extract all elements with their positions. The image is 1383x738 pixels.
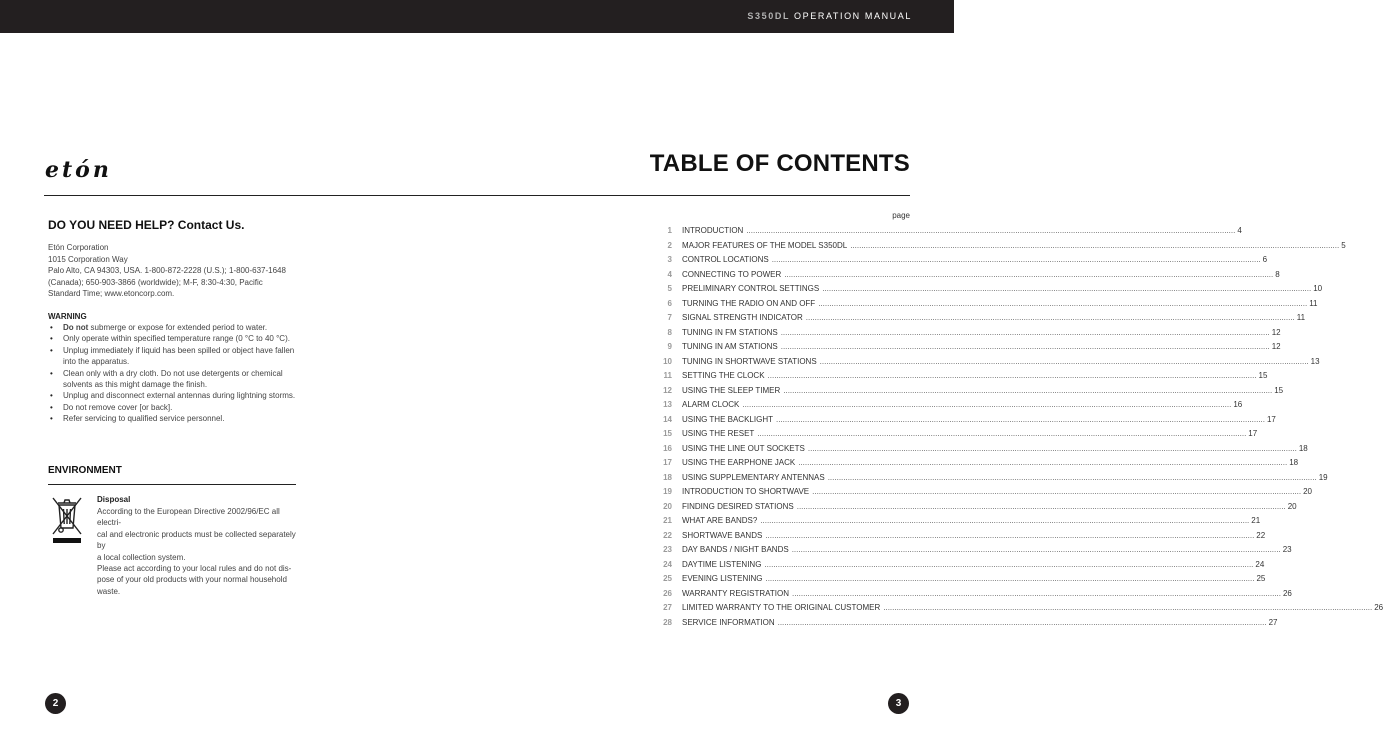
toc-entry-page: 22 — [1256, 530, 1266, 540]
toc-entry-line — [682, 515, 1261, 526]
toc-entry[interactable] — [650, 327, 1281, 342]
toc-entry-number: 3 — [667, 255, 672, 264]
toc-entry-number: 12 — [663, 385, 672, 395]
toc-entry-page: 24 — [1255, 559, 1265, 569]
toc-entry[interactable] — [650, 602, 1383, 617]
toc-entry-label: DAY BANDS / NIGHT BANDS — [682, 545, 789, 554]
toc-entry-number: 25 — [663, 574, 672, 583]
toc-entry-page: 5 — [1341, 240, 1346, 250]
toc-entry-page: 21 — [1251, 516, 1261, 525]
toc-entry-label: USING SUPPLEMENTARY ANTENNAS — [682, 472, 825, 482]
toc-entry-number: 7 — [667, 313, 672, 322]
toc-entry-line — [682, 457, 1299, 468]
toc-entry-line — [682, 486, 1313, 497]
toc-entry[interactable] — [650, 414, 1276, 429]
toc-entry-label: TURNING THE RADIO ON AND OFF — [682, 298, 816, 308]
toc-entry[interactable] — [650, 283, 1323, 298]
toc-entry[interactable] — [650, 617, 1278, 632]
toc-entry[interactable] — [650, 254, 1268, 269]
toc-entry-page: 12 — [1271, 327, 1281, 337]
toc-entry[interactable] — [650, 341, 1281, 356]
eton-logo — [44, 158, 162, 182]
toc-leader-dots: ............................................................................................................................................................................................................................ — [765, 530, 1255, 540]
toc-entry-label: DAYTIME LISTENING — [682, 559, 762, 569]
toc-entry-page: 18 — [1289, 458, 1299, 467]
toc-entry-number: 8 — [667, 327, 672, 337]
toc-entry-line — [682, 573, 1266, 584]
toc-entry-page: 15 — [1274, 385, 1284, 395]
toc-leader-dots: ............................................................................................................................................................................................................................ — [796, 501, 1286, 511]
toc-entry-line — [682, 356, 1320, 367]
disposal-heading: Disposal — [97, 495, 131, 504]
toc-entry-page: 12 — [1271, 342, 1281, 351]
toc-entry[interactable] — [650, 370, 1268, 385]
toc-entry-label: MAJOR FEATURES OF THE MODEL S350DL — [682, 240, 848, 250]
toc-entry[interactable] — [650, 225, 1242, 240]
toc-entry-label: SERVICE INFORMATION — [682, 617, 775, 627]
toc-entry[interactable] — [650, 356, 1320, 371]
toc-entry[interactable] — [650, 312, 1306, 327]
warning-item: • Do not remove cover [or back]. — [48, 402, 300, 413]
toc-entry-number: 23 — [663, 545, 672, 554]
toc-entry-page: 27 — [1268, 617, 1278, 627]
toc-entry-number: 24 — [663, 559, 672, 569]
toc-leader-dots: ............................................................................................................................................................................................................................ — [764, 559, 1254, 569]
toc-entry-label: USING THE SLEEP TIMER — [682, 385, 781, 395]
toc-leader-dots: ............................................................................................................................................................................................................................ — [780, 327, 1270, 337]
toc-entry-line — [682, 385, 1284, 396]
toc-entry-label: TUNING IN AM STATIONS — [682, 342, 778, 351]
toc-entry-page: 20 — [1303, 487, 1313, 496]
toc-entry-label: LIMITED WARRANTY TO THE ORIGINAL CUSTOMER — [682, 603, 881, 612]
toc-entry-line — [682, 370, 1268, 381]
toc-entry-page: 17 — [1266, 414, 1276, 424]
disposal-line: Please act according to your local rules and do not dis- — [97, 564, 292, 574]
title-rule — [44, 195, 910, 196]
toc-entry-line — [682, 472, 1328, 483]
warning-heading: WARNING — [48, 312, 87, 321]
contact-address — [48, 242, 298, 300]
toc-entry-label: USING THE BACKLIGHT — [682, 414, 773, 424]
toc-entry-page: 19 — [1318, 472, 1328, 482]
address-line: Etón Corporation — [48, 243, 109, 252]
toc-entry-number: 27 — [663, 603, 672, 612]
toc-entry-label: TUNING IN SHORTWAVE STATIONS — [682, 356, 817, 366]
toc-entry-line — [682, 225, 1242, 236]
warning-item: • Unplug immediately if liquid has been spilled or object have fallen into the apparatus. — [48, 345, 300, 368]
toc-leader-dots: ............................................................................................................................................................................................................................ — [819, 356, 1309, 366]
toc-entry-line — [682, 254, 1268, 265]
toc-entry-number: 5 — [667, 284, 672, 293]
toc-entry-page: 15 — [1258, 371, 1268, 380]
toc-entry[interactable] — [650, 486, 1313, 501]
toc-entry-label: SHORTWAVE BANDS — [682, 530, 763, 540]
toc-leader-dots: ............................................................................................................................................................................................................................ — [784, 269, 1274, 279]
toc-entry-label: INTRODUCTION TO SHORTWAVE — [682, 487, 810, 496]
disposal-line: cal and electronic products must be collected separately by — [97, 529, 296, 551]
toc-leader-dots: ............................................................................................................................................................................................................................ — [791, 545, 1281, 554]
toc-page-label: page — [892, 211, 910, 220]
toc-entry-label: INTRODUCTION — [682, 226, 744, 235]
disposal-line: According to the European Directive 2002/96/EC all electri- — [97, 507, 280, 528]
crossed-out-wheelie-bin-icon — [50, 494, 84, 544]
toc-entry-number: 28 — [663, 617, 672, 627]
toc-entry-page: 10 — [1313, 284, 1323, 293]
warning-emphasis: Do not — [63, 323, 89, 332]
toc-leader-dots: ............................................................................................................................................................................................................................ — [757, 429, 1247, 438]
toc-entry-page: 6 — [1262, 255, 1268, 264]
toc-entry-page: 26 — [1282, 588, 1292, 598]
toc-leader-dots: ............................................................................................................................................................................................................................ — [827, 472, 1317, 482]
toc-entry-label: FINDING DESIRED STATIONS — [682, 501, 794, 511]
address-line: (Canada); 650-903-3866 (worldwide); M-F, 8:30-4:30, Pacific — [48, 277, 263, 287]
toc-entry[interactable] — [650, 559, 1265, 574]
toc-leader-dots: ............................................................................................................................................................................................................................ — [765, 574, 1255, 583]
toc-entry-label: ALARM CLOCK — [682, 400, 740, 409]
manual-title: OPERATION MANUAL — [794, 11, 912, 21]
toc-entry-label: PRELIMINARY CONTROL SETTINGS — [682, 284, 820, 293]
toc-entry-page: 26 — [1374, 603, 1383, 612]
warning-item — [48, 322, 300, 333]
disposal-line: a local collection system. — [97, 552, 186, 562]
toc-entry-label: WHAT ARE BANDS? — [682, 516, 758, 525]
toc-entry[interactable] — [650, 428, 1258, 443]
toc-entry-label: USING THE EARPHONE JACK — [682, 458, 796, 467]
warning-item: • Clean only with a dry cloth. Do not use detergents or chemical solvents as this might damage the finish. — [48, 368, 300, 391]
toc-entry-number: 17 — [663, 458, 672, 467]
help-heading: DO YOU NEED HELP? Contact Us. — [48, 218, 245, 232]
toc-list — [650, 225, 1383, 631]
toc-entry-line — [682, 428, 1258, 439]
toc-entry-number: 21 — [663, 516, 672, 525]
toc-entry-page: 11 — [1309, 298, 1318, 308]
disposal-line: waste. — [97, 586, 121, 596]
toc-entry-number: 6 — [667, 298, 672, 308]
toc-leader-dots: ............................................................................................................................................................................................................................ — [742, 400, 1232, 409]
toc-entry-page: 18 — [1298, 443, 1308, 453]
toc-leader-dots: ............................................................................................................................................................................................................................ — [760, 516, 1250, 525]
toc-entry-number: 9 — [667, 342, 672, 351]
page-number-right: 3 — [888, 693, 909, 714]
toc-leader-dots: ............................................................................................................................................................................................................................ — [783, 385, 1273, 395]
toc-entry-number: 1 — [667, 226, 672, 235]
disposal-text — [97, 506, 297, 597]
toc-entry-page: 16 — [1233, 400, 1243, 409]
toc-entry-number: 20 — [663, 501, 672, 511]
toc-entry[interactable] — [650, 544, 1292, 559]
toc-entry-line — [682, 602, 1383, 613]
toc-entry-number: 19 — [663, 487, 672, 496]
toc-leader-dots: ............................................................................................................................................................................................................................ — [746, 226, 1236, 235]
toc-leader-dots: ............................................................................................................................................................................................................................ — [850, 240, 1340, 250]
toc-entry-label: WARRANTY REGISTRATION — [682, 588, 789, 598]
toc-entry-number: 26 — [663, 588, 672, 598]
toc-entry[interactable] — [650, 298, 1318, 313]
toc-leader-dots: ............................................................................................................................................................................................................................ — [822, 284, 1312, 293]
warning-list — [48, 322, 300, 425]
toc-entry-line — [682, 443, 1308, 454]
toc-entry[interactable] — [650, 240, 1346, 255]
page-title: TABLE OF CONTENTS — [649, 150, 910, 177]
toc-leader-dots: ............................................................................................................................................................................................................................ — [775, 414, 1265, 424]
toc-entry-page: 17 — [1248, 429, 1258, 438]
toc-entry-page: 25 — [1256, 574, 1266, 583]
toc-entry-number: 2 — [667, 240, 672, 250]
toc-entry[interactable] — [650, 530, 1266, 545]
toc-entry[interactable] — [650, 457, 1299, 472]
environment-heading: ENVIRONMENT — [48, 465, 122, 476]
toc-entry[interactable] — [650, 443, 1308, 458]
toc-entry[interactable] — [650, 385, 1284, 400]
toc-entry-line — [682, 588, 1292, 599]
model-name: S350DL — [747, 11, 791, 21]
disposal-line: pose of your old products with your normal household — [97, 575, 287, 585]
toc-entry-line — [682, 312, 1306, 323]
toc-entry-page: 20 — [1287, 501, 1297, 511]
warning-item: • Unplug and disconnect external antennas during lightning storms. — [48, 390, 300, 401]
running-header — [747, 11, 912, 21]
toc-entry-number: 22 — [663, 530, 672, 540]
toc-entry-line — [682, 399, 1243, 410]
toc-leader-dots: ............................................................................................................................................................................................................................ — [780, 342, 1270, 351]
toc-entry-line — [682, 283, 1323, 294]
toc-entry[interactable] — [650, 269, 1280, 284]
toc-entry-number: 13 — [663, 400, 672, 409]
toc-entry[interactable] — [650, 399, 1243, 414]
toc-entry-number: 4 — [667, 269, 672, 279]
toc-entry-line — [682, 298, 1318, 309]
warning-item: • Refer servicing to qualified service personnel. — [48, 413, 300, 424]
toc-entry-line — [682, 501, 1297, 512]
toc-leader-dots: ............................................................................................................................................................................................................................ — [805, 313, 1295, 322]
logo-text: etón — [45, 157, 112, 183]
toc-entry-line — [682, 617, 1278, 628]
toc-entry-label: USING THE LINE OUT SOCKETS — [682, 443, 805, 453]
toc-leader-dots: ............................................................................................................................................................................................................................ — [771, 255, 1261, 264]
environment-rule — [48, 484, 296, 485]
toc-entry-page: 11 — [1296, 313, 1306, 322]
address-line: 1015 Corporation Way — [48, 254, 128, 264]
address-line: Palo Alto, CA 94303, USA. 1-800-872-2228 (U.S.); 1-800-637-1648 — [48, 266, 286, 275]
toc-entry-label: SETTING THE CLOCK — [682, 371, 765, 380]
page-number-left: 2 — [45, 693, 66, 714]
toc-entry-label: USING THE RESET — [682, 429, 755, 438]
toc-leader-dots: ............................................................................................................................................................................................................................ — [818, 298, 1308, 308]
toc-entry[interactable] — [650, 472, 1328, 487]
toc-entry-number: 15 — [663, 429, 672, 438]
toc-leader-dots: ............................................................................................................................................................................................................................ — [812, 487, 1302, 496]
toc-entry-label: EVENING LISTENING — [682, 574, 763, 583]
warning-item: • Only operate within specified temperature range (0 °C to 40 °C). — [48, 333, 300, 344]
toc-leader-dots: ............................................................................................................................................................................................................................ — [807, 443, 1297, 453]
warning-text: submerge or expose for extended period to water. — [88, 323, 268, 332]
toc-entry-number: 11 — [663, 371, 672, 380]
toc-entry-line — [682, 269, 1280, 280]
toc-entry[interactable] — [650, 501, 1297, 516]
toc-entry-label: CONTROL LOCATIONS — [682, 255, 769, 264]
toc-entry-number: 16 — [663, 443, 672, 453]
toc-entry-line — [682, 559, 1265, 570]
toc-entry-line — [682, 327, 1281, 338]
toc-entry-page: 4 — [1237, 226, 1242, 235]
toc-entry-line — [682, 341, 1281, 352]
toc-leader-dots: ............................................................................................................................................................................................................................ — [767, 371, 1257, 380]
toc-entry[interactable] — [650, 515, 1261, 530]
toc-entry-line — [682, 414, 1276, 425]
header-bar — [0, 0, 954, 33]
toc-entry-label: CONNECTING TO POWER — [682, 269, 782, 279]
toc-leader-dots: ............................................................................................................................................................................................................................ — [798, 458, 1288, 467]
toc-leader-dots: ............................................................................................................................................................................................................................ — [791, 588, 1281, 598]
toc-entry-line — [682, 544, 1292, 555]
address-line: Standard Time; www.etoncorp.com. — [48, 289, 175, 298]
toc-entry[interactable] — [650, 573, 1266, 588]
toc-entry-label: SIGNAL STRENGTH INDICATOR — [682, 313, 803, 322]
toc-entry[interactable] — [650, 588, 1292, 603]
toc-entry-number: 18 — [663, 472, 672, 482]
toc-entry-number: 14 — [663, 414, 672, 424]
toc-entry-label: TUNING IN FM STATIONS — [682, 327, 778, 337]
toc-entry-page: 23 — [1282, 545, 1292, 554]
toc-leader-dots: ............................................................................................................................................................................................................................ — [777, 617, 1267, 627]
toc-entry-line — [682, 530, 1266, 541]
toc-entry-line — [682, 240, 1346, 251]
toc-entry-page: 8 — [1275, 269, 1280, 279]
toc-entry-page: 13 — [1310, 356, 1320, 366]
toc-leader-dots: ............................................................................................................................................................................................................................ — [883, 603, 1373, 612]
toc-entry-number: 10 — [663, 356, 672, 366]
